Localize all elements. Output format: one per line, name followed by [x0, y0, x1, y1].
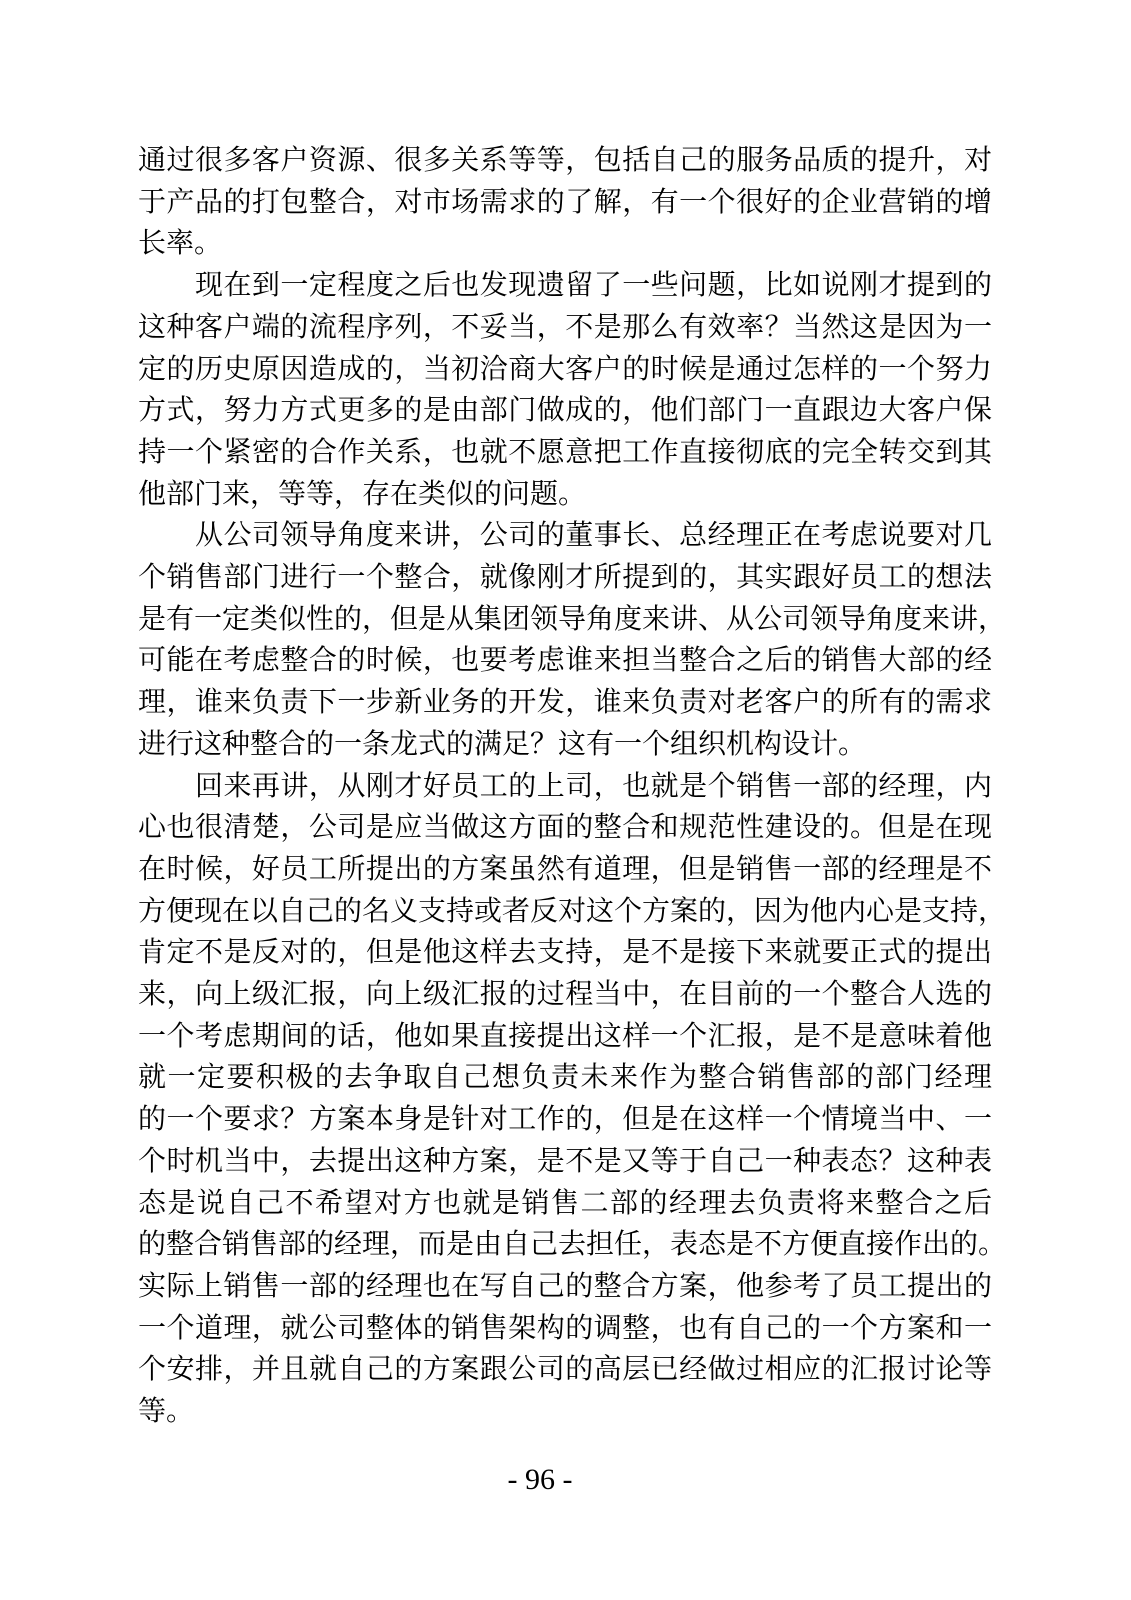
text-line: 进行这种整合的一条龙式的满足？这有一个组织机构设计。 [138, 728, 867, 760]
page-number: - 96 - [507, 1463, 573, 1496]
text-line: 理，谁来负责下一步新业务的开发，谁来负责对老客户的所有的需求 [138, 687, 992, 719]
text-line: 可能在考虑整合的时候，也要考虑谁来担当整合之后的销售大部的经 [138, 645, 992, 677]
text-line: 的整合销售部的经理，而是由自己去担任，表态是不方便直接作出的。 [138, 1229, 1007, 1261]
text-line: 定的历史原因造成的，当初洽商大客户的时候是通过怎样的一个努力 [138, 353, 992, 385]
text-line: 方便现在以自己的名义支持或者反对这个方案的，因为他内心是支持， [138, 895, 1007, 927]
body-text [138, 140, 1007, 1433]
text-line: 通过很多客户资源、很多关系等等，包括自己的服务品质的提升，对 [138, 145, 992, 176]
text-line: 等。 [138, 1396, 195, 1428]
text-line: 肯定不是反对的，但是他这样去支持，是不是接下来就要正式的提出 [138, 937, 992, 969]
text-line: 一个道理，就公司整体的销售架构的调整，也有自己的一个方案和一 [138, 1312, 992, 1344]
text-line: 态是说自己不希望对方也就是销售二部的经理去负责将来整合之后 [138, 1187, 992, 1219]
text-line: 来，向上级汇报，向上级汇报的过程当中，在目前的一个整合人选的 [138, 979, 992, 1011]
text-line: 个时机当中，去提出这种方案，是不是又等于自己一种表态？这种表 [138, 1145, 992, 1177]
text-line: 从公司领导角度来讲，公司的董事长、总经理正在考虑说要对几 [138, 520, 992, 552]
text-line: 心也很清楚，公司是应当做这方面的整合和规范性建设的。但是在现 [138, 812, 992, 844]
text-line: 的一个要求？方案本身是针对工作的，但是在这样一个情境当中、一 [138, 1104, 992, 1136]
text-line: 就一定要积极的去争取自己想负责未来作为整合销售部的部门经理 [138, 1062, 992, 1094]
text-line: 一个考虑期间的话，他如果直接提出这样一个汇报，是不是意味着他 [138, 1020, 992, 1052]
text-line: 持一个紧密的合作关系，也就不愿意把工作直接彻底的完全转交到其 [138, 436, 992, 468]
text-line: 个销售部门进行一个整合，就像刚才所提到的，其实跟好员工的想法 [138, 562, 992, 594]
text-line: 于产品的打包整合，对市场需求的了解，有一个很好的企业营销的增 [138, 186, 992, 218]
text-line: 实际上销售一部的经理也在写自己的整合方案，他参考了员工提出的 [138, 1270, 992, 1302]
text-line: 个安排，并且就自己的方案跟公司的高层已经做过相应的汇报讨论等 [138, 1354, 992, 1386]
page-footer [0, 1462, 1080, 1498]
text-line: 回来再讲，从刚才好员工的上司，也就是个销售一部的经理，内 [138, 770, 992, 802]
text-line: 方式，努力方式更多的是由部门做成的，他们部门一直跟边大客户保 [138, 395, 992, 427]
text-line: 现在到一定程度之后也发现遗留了一些问题，比如说刚才提到的 [138, 270, 992, 302]
text-line: 这种客户端的流程序列，不妥当，不是那么有效率？当然这是因为一 [138, 311, 992, 343]
text-line: 是有一定类似性的，但是从集团领导角度来讲、从公司领导角度来讲， [138, 603, 1007, 635]
text-line: 他部门来，等等，存在类似的问题。 [138, 478, 587, 510]
text-line: 在时候，好员工所提出的方案虽然有道理，但是销售一部的经理是不 [138, 853, 992, 885]
text-line: 长率。 [138, 228, 223, 260]
